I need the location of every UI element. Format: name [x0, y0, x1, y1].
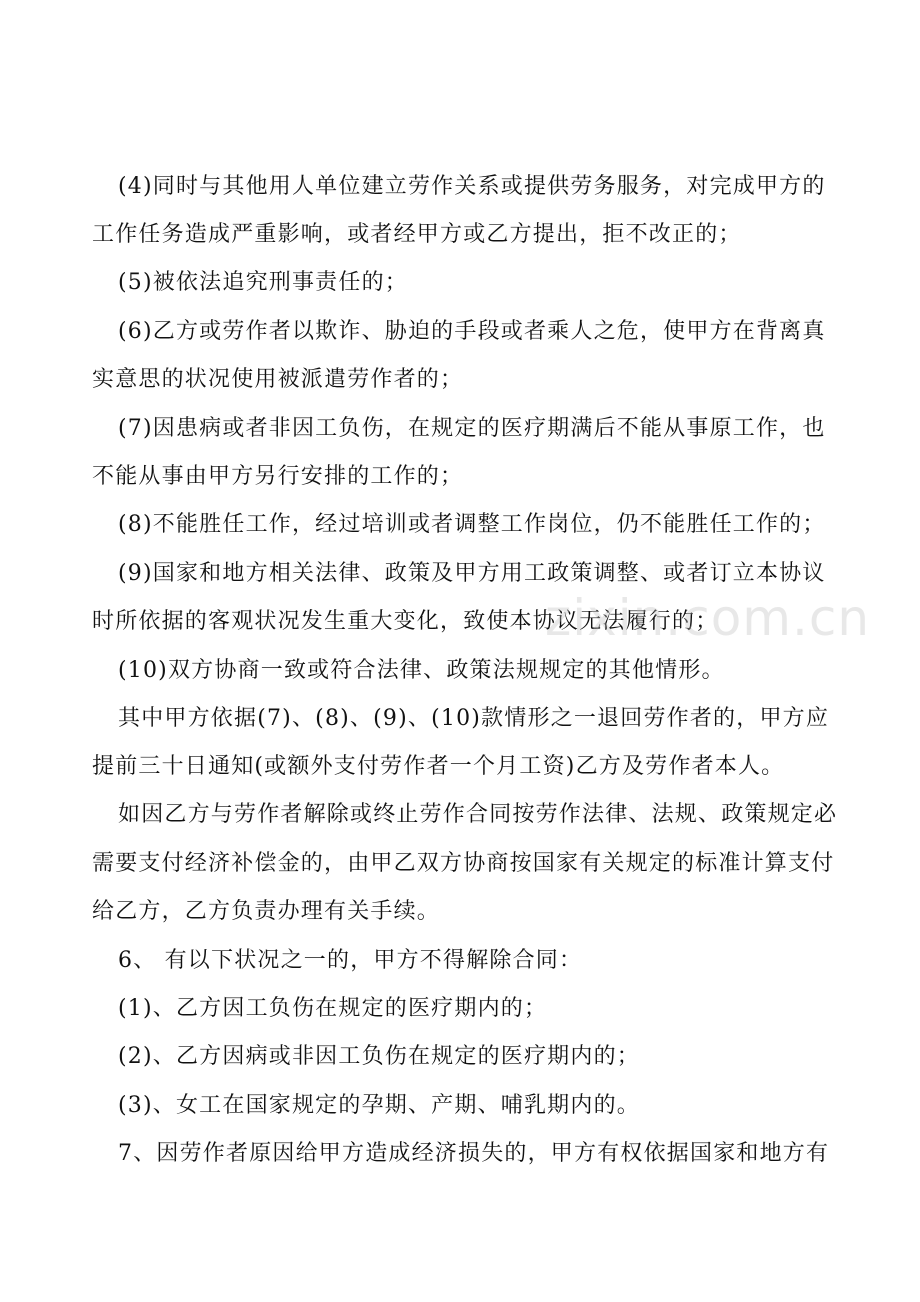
- text-line: 7、因劳作者原因给甲方造成经济损失的，甲方有权依据国家和地方有: [118, 1141, 830, 1166]
- text-line: (6)乙方或劳作者以欺诈、胁迫的手段或者乘人之危，使甲方在背离真: [118, 319, 826, 344]
- text-line: (3)、女工在国家规定的孕期、产期、哺乳期内的。: [118, 1093, 640, 1118]
- text-line: (4)同时与其他用人单位建立劳作关系或提供劳务服务，对完成甲方的: [118, 174, 826, 199]
- text-line: (8)不能胜任工作，经过培训或者调整工作岗位，仍不能胜任工作的；: [118, 512, 826, 537]
- text-line: 实意思的状况使用被派遣劳作者的；: [92, 367, 464, 392]
- text-line: 工作任务造成严重影响，或者经甲方或乙方提出，拒不改正的；: [92, 222, 742, 247]
- text-line: (9)国家和地方相关法律、政策及甲方用工政策调整、或者订立本协议: [118, 561, 826, 586]
- text-line: 给乙方，乙方负责办理有关手续。: [92, 899, 441, 924]
- text-line: 6、 有以下状况之一的，甲方不得解除合同：: [118, 948, 583, 973]
- text-line: 时所依据的客观状况发生重大变化，致使本协议无法履行的；: [92, 609, 719, 634]
- text-line: (5)被依法追究刑事责任的；: [118, 270, 408, 295]
- text-line: 需要支付经济补偿金的，由甲乙双方协商按国家有关规定的标准计算支付: [92, 851, 835, 876]
- text-line: (1)、乙方因工负伤在规定的医疗期内的；: [118, 996, 548, 1021]
- watermark: zixin.com.cn: [545, 589, 871, 647]
- text-line: (7)因患病或者非因工负伤，在规定的医疗期满后不能从事原工作，也: [118, 416, 826, 441]
- text-line: 提前三十日通知(或额外支付劳作者一个月工资)乙方及劳作者本人。: [92, 754, 785, 779]
- text-line: 其中甲方依据(7)、(8)、(9)、(10)款情形之一退回劳作者的，甲方应: [118, 706, 830, 731]
- text-line: 不能从事由甲方另行安排的工作的；: [92, 464, 464, 489]
- text-line: (2)、乙方因病或非因工负伤在规定的医疗期内的；: [118, 1044, 640, 1069]
- text-line: 如因乙方与劳作者解除或终止劳作合同按劳作法律、法规、政策规定必: [118, 802, 838, 827]
- text-line: (10)双方协商一致或符合法律、政策法规规定的其他情形。: [118, 658, 725, 683]
